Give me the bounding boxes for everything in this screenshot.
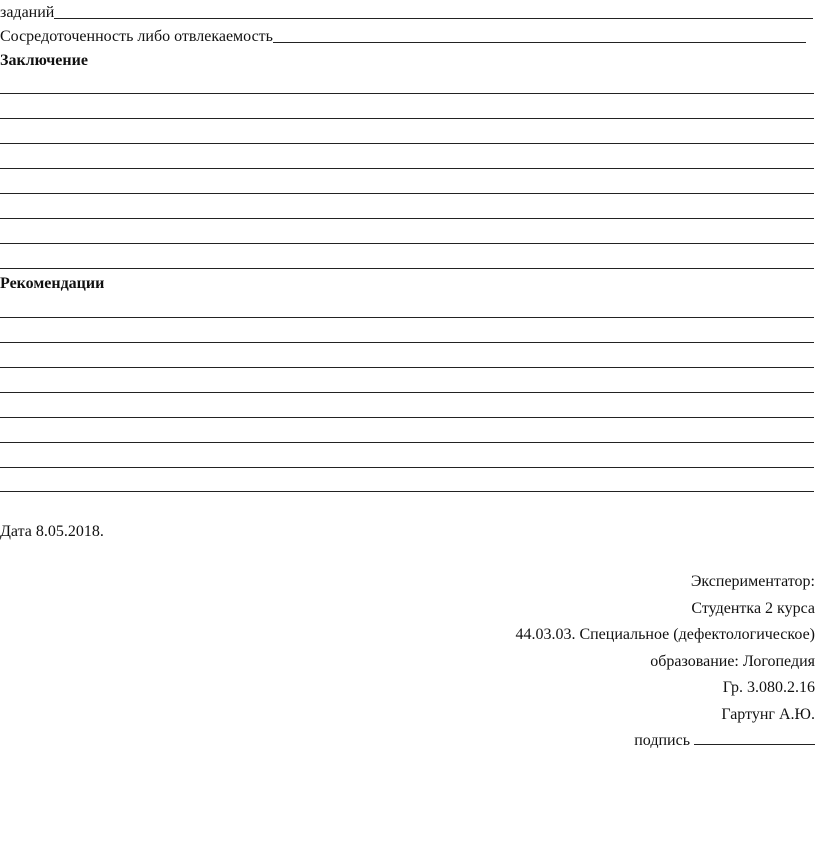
focus-blank[interactable]: [273, 41, 806, 43]
specialty-profile: образование: Логопедия: [650, 652, 815, 670]
conclusion-line[interactable]: [0, 243, 814, 244]
signature-row: [515, 728, 815, 755]
experimenter-label: Экспериментатор:: [690, 573, 815, 590]
signature-blank[interactable]: [694, 729, 815, 745]
tasks-blank[interactable]: [54, 17, 813, 19]
tasks-label: заданий: [0, 4, 55, 21]
specialty-code: 44.03.03. Специальное (дефектологическое): [515, 626, 815, 643]
signature-label: подпись: [634, 732, 690, 749]
recommendations-line[interactable]: [0, 417, 814, 418]
recommendations-line[interactable]: [0, 367, 814, 368]
recommendations-line[interactable]: [0, 467, 814, 468]
conclusion-line[interactable]: [0, 143, 814, 144]
conclusion-line[interactable]: [0, 268, 814, 269]
conclusion-line[interactable]: [0, 93, 814, 94]
recommendations-line[interactable]: [0, 442, 814, 443]
focus-field: [0, 26, 806, 46]
conclusion-line[interactable]: [0, 168, 814, 169]
conclusion-line[interactable]: [0, 218, 814, 219]
student-course: Студентка 2 курса: [691, 599, 815, 617]
recommendations-line[interactable]: [0, 392, 814, 393]
date-line: Дата 8.05.2018.: [0, 523, 104, 540]
student-name: Гартунг А.Ю.: [721, 705, 815, 723]
recommendations-heading: Рекомендации: [0, 275, 105, 292]
recommendations-line[interactable]: [0, 317, 814, 318]
signature-block: [515, 569, 815, 755]
tasks-field: [0, 2, 813, 22]
focus-label: Сосредоточенность либо отвлекаемость: [0, 28, 273, 45]
recommendations-line[interactable]: [0, 491, 814, 492]
conclusion-heading: Заключение: [0, 52, 88, 69]
group-number: Гр. 3.080.2.16: [722, 679, 815, 696]
conclusion-line[interactable]: [0, 118, 814, 119]
conclusion-line[interactable]: [0, 193, 814, 194]
recommendations-line[interactable]: [0, 342, 814, 343]
